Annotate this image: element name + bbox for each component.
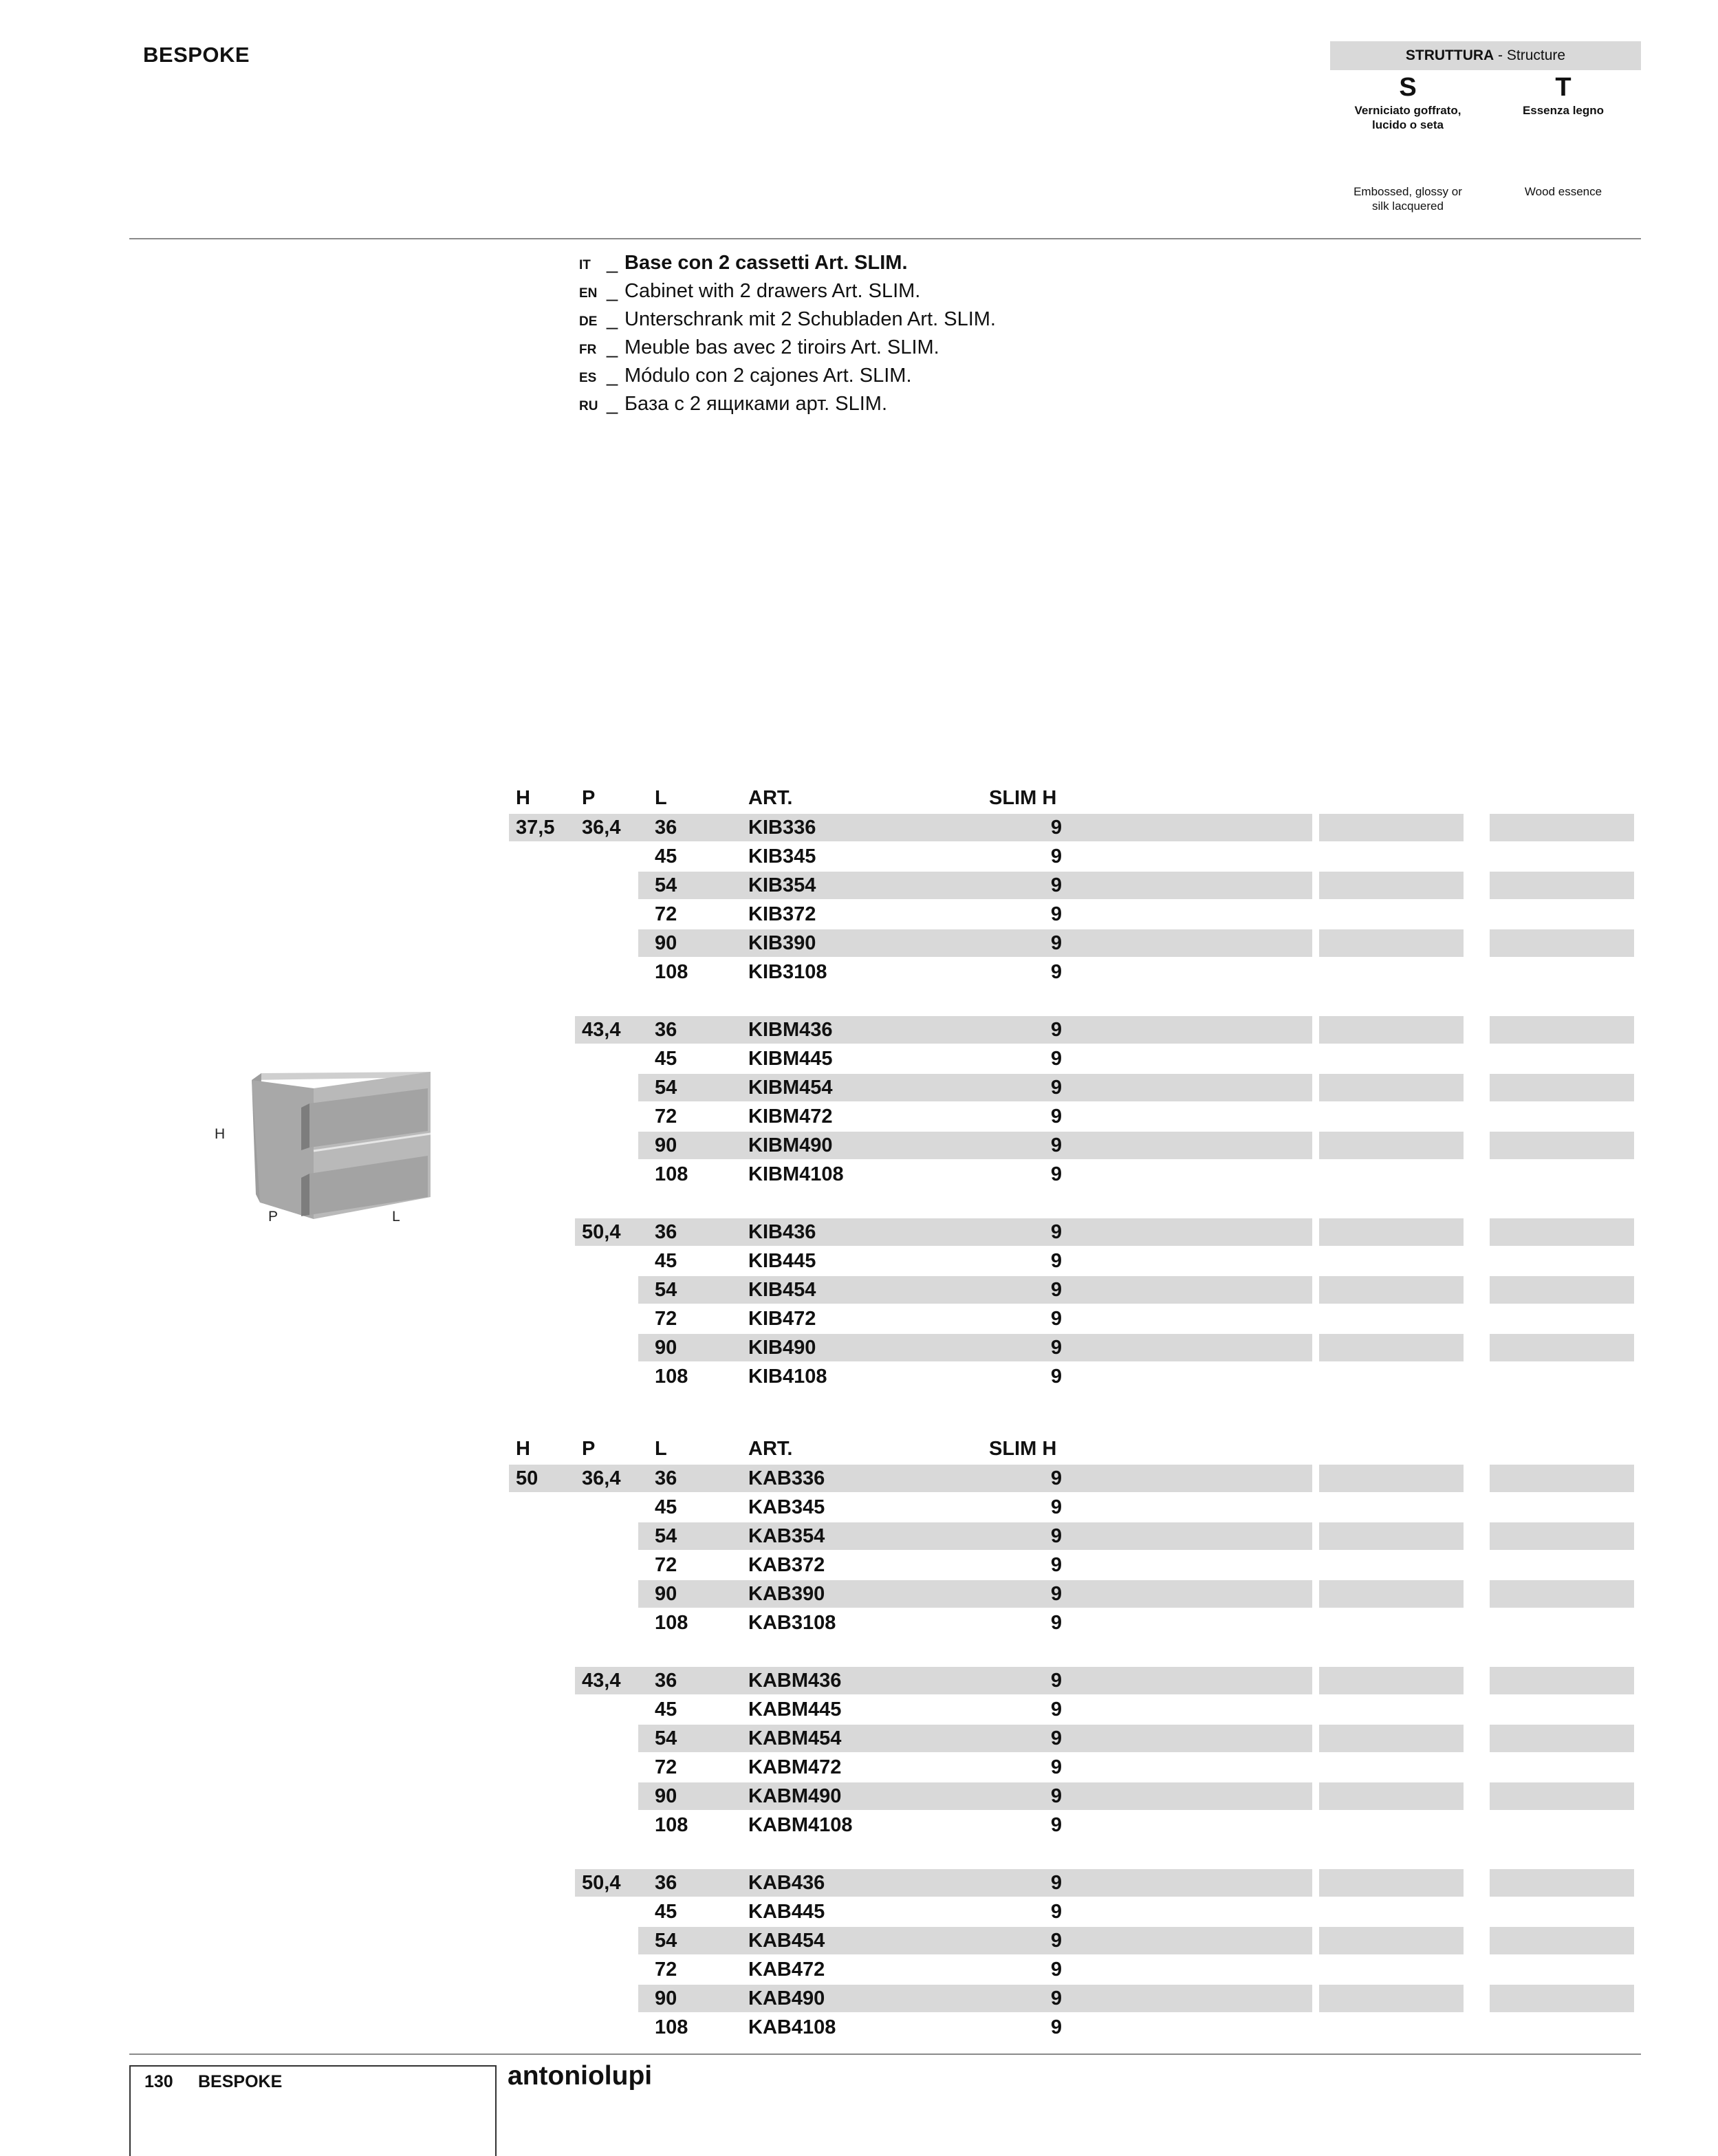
table-row	[0, 2013, 1718, 2042]
table-row	[0, 1015, 1718, 1044]
row-band	[575, 1667, 1312, 1694]
cell-l: 90	[655, 1785, 677, 1807]
row-band	[1319, 1522, 1464, 1550]
language-code: FR	[579, 343, 597, 357]
dimension-label-h: H	[215, 1126, 226, 1142]
footer-section: BESPOKE	[198, 2072, 283, 2091]
cell-art: KIBM454	[748, 1077, 833, 1099]
cell-p: 43,4	[582, 1019, 621, 1041]
table-row	[0, 1868, 1718, 1897]
table-row	[0, 1955, 1718, 1984]
brand-logo: antoniolupi	[508, 2061, 653, 2091]
cell-art: KABM490	[748, 1785, 842, 1807]
table-row	[0, 1218, 1718, 1247]
cell-l: 36	[655, 1019, 677, 1041]
cell-p: 50,4	[582, 1872, 621, 1894]
description-text: Unterschrank mit 2 Schubladen Art. SLIM.	[624, 308, 996, 330]
row-band	[1490, 1782, 1634, 1810]
row-band	[1490, 1985, 1634, 2012]
option-label-en-line: silk lacquered	[1372, 200, 1444, 213]
cell-l: 108	[655, 2016, 688, 2038]
option-label-it: Verniciato goffrato,	[1354, 104, 1461, 117]
row-band	[638, 1985, 1312, 2012]
row-band	[509, 814, 1312, 841]
row-band	[638, 929, 1312, 957]
option-label-en-line: Embossed, glossy or	[1353, 185, 1462, 198]
cell-slim-h: 9	[1050, 1670, 1062, 1692]
cell-l: 90	[655, 1987, 677, 2009]
description-line	[579, 390, 996, 418]
cell-l: 45	[655, 1250, 677, 1272]
table-row	[0, 813, 1718, 842]
cell-art: KIB390	[748, 932, 816, 954]
row-band	[509, 1465, 1312, 1492]
table-row	[0, 871, 1718, 900]
row-band	[1319, 1985, 1464, 2012]
description-line	[579, 362, 996, 390]
cell-art: KIB490	[748, 1337, 816, 1359]
cell-art: KAB354	[748, 1525, 825, 1547]
cell-slim-h: 9	[1050, 1785, 1062, 1807]
table-row	[0, 1362, 1718, 1391]
row-band	[1319, 1580, 1464, 1608]
table-row	[0, 1580, 1718, 1608]
cell-art: KIB4108	[748, 1366, 827, 1388]
cell-slim-h: 9	[1050, 1872, 1062, 1894]
row-band	[1319, 872, 1464, 899]
divider	[129, 2053, 1641, 2055]
cell-l: 72	[655, 1959, 677, 1981]
cell-art: KIBM4108	[748, 1163, 844, 1185]
description-text: Meuble bas avec 2 tiroirs Art. SLIM.	[624, 336, 939, 358]
table-row	[0, 1926, 1718, 1955]
cell-l: 108	[655, 1163, 688, 1185]
cell-slim-h: 9	[1050, 874, 1062, 896]
row-band	[1319, 1927, 1464, 1954]
table-row	[0, 1782, 1718, 1811]
table-row	[0, 1247, 1718, 1275]
cell-slim-h: 9	[1050, 1496, 1062, 1518]
cell-slim-h: 9	[1050, 1583, 1062, 1605]
cell-h: 50	[516, 1467, 539, 1489]
table-row	[0, 1522, 1718, 1551]
description-line	[579, 334, 996, 362]
cell-art: KAB4108	[748, 2016, 836, 2038]
cell-art: KAB436	[748, 1872, 825, 1894]
header-h: H	[516, 1438, 530, 1460]
table-row	[0, 1333, 1718, 1362]
row-band	[638, 872, 1312, 899]
cell-l: 108	[655, 961, 688, 983]
row-band	[1319, 929, 1464, 957]
row-band	[1319, 1218, 1464, 1246]
option-label-it: Essenza legno	[1522, 104, 1605, 117]
header-slim-h: SLIM H	[989, 787, 1057, 809]
cell-slim-h: 9	[1050, 1279, 1062, 1301]
cell-art: KIB336	[748, 817, 816, 839]
structure-option-s	[1330, 72, 1486, 213]
cell-slim-h: 9	[1050, 1106, 1062, 1128]
divider	[129, 238, 1641, 239]
row-band	[1319, 1725, 1464, 1752]
cell-slim-h: 9	[1050, 1134, 1062, 1156]
table-row	[0, 1160, 1718, 1189]
cell-l: 72	[655, 1106, 677, 1128]
row-band	[1490, 1869, 1634, 1897]
row-band	[638, 1334, 1312, 1361]
separator: _	[607, 393, 618, 415]
cell-l: 90	[655, 1337, 677, 1359]
option-letter: T	[1555, 73, 1572, 102]
row-band	[1319, 814, 1464, 841]
cell-art: KAB490	[748, 1987, 825, 2009]
cell-slim-h: 9	[1050, 1901, 1062, 1923]
row-band	[575, 1869, 1312, 1897]
dimension-label-p: P	[268, 1209, 279, 1225]
table-row	[0, 1695, 1718, 1724]
description-text: База с 2 ящиками арт. SLIM.	[624, 393, 888, 415]
cell-slim-h: 9	[1050, 1525, 1062, 1547]
option-label-en-line: Wood essence	[1524, 185, 1602, 198]
row-band	[638, 1725, 1312, 1752]
table-row	[0, 1044, 1718, 1073]
cell-l: 36	[655, 1670, 677, 1692]
row-band	[1490, 1725, 1634, 1752]
cell-h: 37,5	[516, 817, 555, 839]
cell-l: 36	[655, 817, 677, 839]
cell-slim-h: 9	[1050, 1756, 1062, 1778]
cell-slim-h: 9	[1050, 1048, 1062, 1070]
structure-header	[1330, 41, 1641, 70]
table-row	[0, 1811, 1718, 1840]
cell-art: KIBM436	[748, 1019, 833, 1041]
cell-slim-h: 9	[1050, 1250, 1062, 1272]
cell-art: KIB472	[748, 1308, 816, 1330]
header-p: P	[582, 787, 596, 809]
row-band	[638, 1927, 1312, 1954]
table-row	[0, 1131, 1718, 1160]
separator: _	[607, 308, 618, 330]
header-l: L	[655, 787, 667, 809]
separator: _	[607, 280, 618, 302]
structure-title-sep: -	[1494, 47, 1507, 63]
cell-slim-h: 9	[1050, 1077, 1062, 1099]
cell-art: KABM445	[748, 1699, 842, 1721]
cell-slim-h: 9	[1050, 961, 1062, 983]
cell-art: KIB445	[748, 1250, 816, 1272]
row-band	[1490, 1132, 1634, 1159]
table-row	[0, 1724, 1718, 1753]
cell-slim-h: 9	[1050, 932, 1062, 954]
cell-l: 36	[655, 1872, 677, 1894]
header-l: L	[655, 1438, 667, 1460]
cell-l: 72	[655, 903, 677, 925]
cell-slim-h: 9	[1050, 817, 1062, 839]
cell-art: KIB436	[748, 1221, 816, 1243]
catalog-title: BESPOKE	[143, 43, 250, 67]
table-row	[0, 1304, 1718, 1333]
description-line	[579, 249, 996, 277]
table-row	[0, 900, 1718, 929]
cell-l: 90	[655, 932, 677, 954]
table-row	[0, 1666, 1718, 1695]
cell-art: KIB3108	[748, 961, 827, 983]
cell-l: 54	[655, 1525, 677, 1547]
description-text: Base con 2 cassetti Art. SLIM.	[624, 252, 908, 274]
row-band	[1490, 1522, 1634, 1550]
cell-p: 50,4	[582, 1221, 621, 1243]
cell-art: KIBM472	[748, 1106, 833, 1128]
table-header	[0, 784, 1718, 812]
description-line	[579, 305, 996, 334]
cell-art: KIB372	[748, 903, 816, 925]
cell-slim-h: 9	[1050, 1814, 1062, 1836]
cell-p: 36,4	[582, 817, 621, 839]
language-code: ES	[579, 371, 597, 385]
row-band	[1319, 1334, 1464, 1361]
row-band	[638, 1132, 1312, 1159]
row-band	[1319, 1074, 1464, 1101]
table-row	[0, 929, 1718, 958]
structure-title-en: Structure	[1506, 47, 1566, 63]
cell-l: 90	[655, 1134, 677, 1156]
cell-art: KIB454	[748, 1279, 816, 1301]
cell-slim-h: 9	[1050, 2016, 1062, 2038]
language-code: RU	[579, 399, 598, 413]
option-label-en	[1486, 184, 1641, 199]
row-band	[575, 1218, 1312, 1246]
header-art: ART.	[748, 1438, 793, 1460]
table-row	[0, 1608, 1718, 1637]
cell-l: 108	[655, 1612, 688, 1634]
cell-slim-h: 9	[1050, 1337, 1062, 1359]
cell-l: 108	[655, 1814, 688, 1836]
cell-slim-h: 9	[1050, 1019, 1062, 1041]
row-band	[1490, 1218, 1634, 1246]
row-band	[1490, 1276, 1634, 1304]
table-row	[0, 1102, 1718, 1131]
table-row	[0, 842, 1718, 871]
cell-slim-h: 9	[1050, 1612, 1062, 1634]
row-band	[1319, 1276, 1464, 1304]
header-slim-h: SLIM H	[989, 1438, 1057, 1460]
cell-slim-h: 9	[1050, 845, 1062, 867]
row-band	[1490, 1074, 1634, 1101]
row-band	[638, 1522, 1312, 1550]
cell-l: 72	[655, 1756, 677, 1778]
cell-art: KIB345	[748, 845, 816, 867]
table-header	[0, 1435, 1718, 1463]
cell-art: KAB472	[748, 1959, 825, 1981]
cell-l: 54	[655, 1930, 677, 1952]
row-band	[1490, 1580, 1634, 1608]
cell-p: 36,4	[582, 1467, 621, 1489]
cell-art: KAB445	[748, 1901, 825, 1923]
cell-art: KABM4108	[748, 1814, 853, 1836]
cell-slim-h: 9	[1050, 1959, 1062, 1981]
structure-option-t	[1486, 72, 1641, 198]
row-band	[1319, 1465, 1464, 1492]
separator: _	[607, 365, 618, 387]
row-band	[638, 1074, 1312, 1101]
language-code: IT	[579, 258, 591, 272]
table-row	[0, 1493, 1718, 1522]
table-row	[0, 1275, 1718, 1304]
cell-l: 36	[655, 1467, 677, 1489]
header-p: P	[582, 1438, 596, 1460]
table-row	[0, 958, 1718, 987]
row-band	[638, 1276, 1312, 1304]
product-description	[579, 249, 996, 418]
dimension-label-l: L	[392, 1209, 400, 1225]
language-code: EN	[579, 286, 598, 301]
description-text: Módulo con 2 cajones Art. SLIM.	[624, 365, 912, 387]
cell-art: KAB336	[748, 1467, 825, 1489]
structure-title-it: STRUTTURA	[1405, 47, 1494, 63]
cell-art: KIBM490	[748, 1134, 833, 1156]
cell-l: 45	[655, 1496, 677, 1518]
cell-l: 72	[655, 1308, 677, 1330]
cell-slim-h: 9	[1050, 1163, 1062, 1185]
cell-art: KIB354	[748, 874, 816, 896]
row-band	[1319, 1869, 1464, 1897]
cell-slim-h: 9	[1050, 1221, 1062, 1243]
cell-l: 54	[655, 874, 677, 896]
cell-slim-h: 9	[1050, 1467, 1062, 1489]
page-number: 130	[144, 2072, 173, 2091]
row-band	[1490, 1927, 1634, 1954]
cell-art: KAB345	[748, 1496, 825, 1518]
row-band	[1490, 872, 1634, 899]
table-row	[0, 1753, 1718, 1782]
cell-art: KAB390	[748, 1583, 825, 1605]
row-band	[1319, 1132, 1464, 1159]
cell-art: KIBM445	[748, 1048, 833, 1070]
cell-l: 45	[655, 1699, 677, 1721]
cell-l: 45	[655, 845, 677, 867]
row-band	[1319, 1782, 1464, 1810]
row-band	[1490, 814, 1634, 841]
cell-l: 45	[655, 1048, 677, 1070]
option-label-it: lucido o seta	[1372, 118, 1444, 131]
header-art: ART.	[748, 787, 793, 809]
table-row	[0, 1897, 1718, 1926]
cell-l: 90	[655, 1583, 677, 1605]
cell-l: 108	[655, 1366, 688, 1388]
table-row	[0, 1551, 1718, 1580]
cell-l: 54	[655, 1077, 677, 1099]
cell-slim-h: 9	[1050, 1699, 1062, 1721]
cell-l: 36	[655, 1221, 677, 1243]
separator: _	[607, 252, 618, 274]
cell-art: KAB3108	[748, 1612, 836, 1634]
row-band	[1319, 1667, 1464, 1694]
cell-art: KABM436	[748, 1670, 842, 1692]
cell-slim-h: 9	[1050, 1554, 1062, 1576]
row-band	[1490, 929, 1634, 957]
language-code: DE	[579, 314, 598, 329]
footer-box	[129, 2065, 497, 2156]
cell-art: KABM472	[748, 1756, 842, 1778]
cell-l: 72	[655, 1554, 677, 1576]
table-row	[0, 1984, 1718, 2013]
header-h: H	[516, 787, 530, 809]
cell-l: 45	[655, 1901, 677, 1923]
cell-slim-h: 9	[1050, 1987, 1062, 2009]
table-row	[0, 1464, 1718, 1493]
row-band	[1490, 1667, 1634, 1694]
description-text: Cabinet with 2 drawers Art. SLIM.	[624, 280, 921, 302]
row-band	[1319, 1016, 1464, 1044]
row-band	[1490, 1334, 1634, 1361]
cell-slim-h: 9	[1050, 1930, 1062, 1952]
separator: _	[607, 336, 618, 358]
table-row	[0, 1073, 1718, 1102]
option-letter: S	[1399, 73, 1417, 102]
cell-slim-h: 9	[1050, 1727, 1062, 1749]
cell-l: 54	[655, 1727, 677, 1749]
row-band	[638, 1580, 1312, 1608]
cell-slim-h: 9	[1050, 903, 1062, 925]
cell-l: 54	[655, 1279, 677, 1301]
cell-art: KAB454	[748, 1930, 825, 1952]
cell-art: KABM454	[748, 1727, 842, 1749]
row-band	[1490, 1465, 1634, 1492]
cell-slim-h: 9	[1050, 1308, 1062, 1330]
description-line	[579, 277, 996, 305]
row-band	[575, 1016, 1312, 1044]
row-band	[1490, 1016, 1634, 1044]
row-band	[638, 1782, 1312, 1810]
structure-legend	[1330, 41, 1641, 213]
cell-art: KAB372	[748, 1554, 825, 1576]
option-label-en	[1330, 184, 1486, 213]
cell-p: 43,4	[582, 1670, 621, 1692]
cell-slim-h: 9	[1050, 1366, 1062, 1388]
